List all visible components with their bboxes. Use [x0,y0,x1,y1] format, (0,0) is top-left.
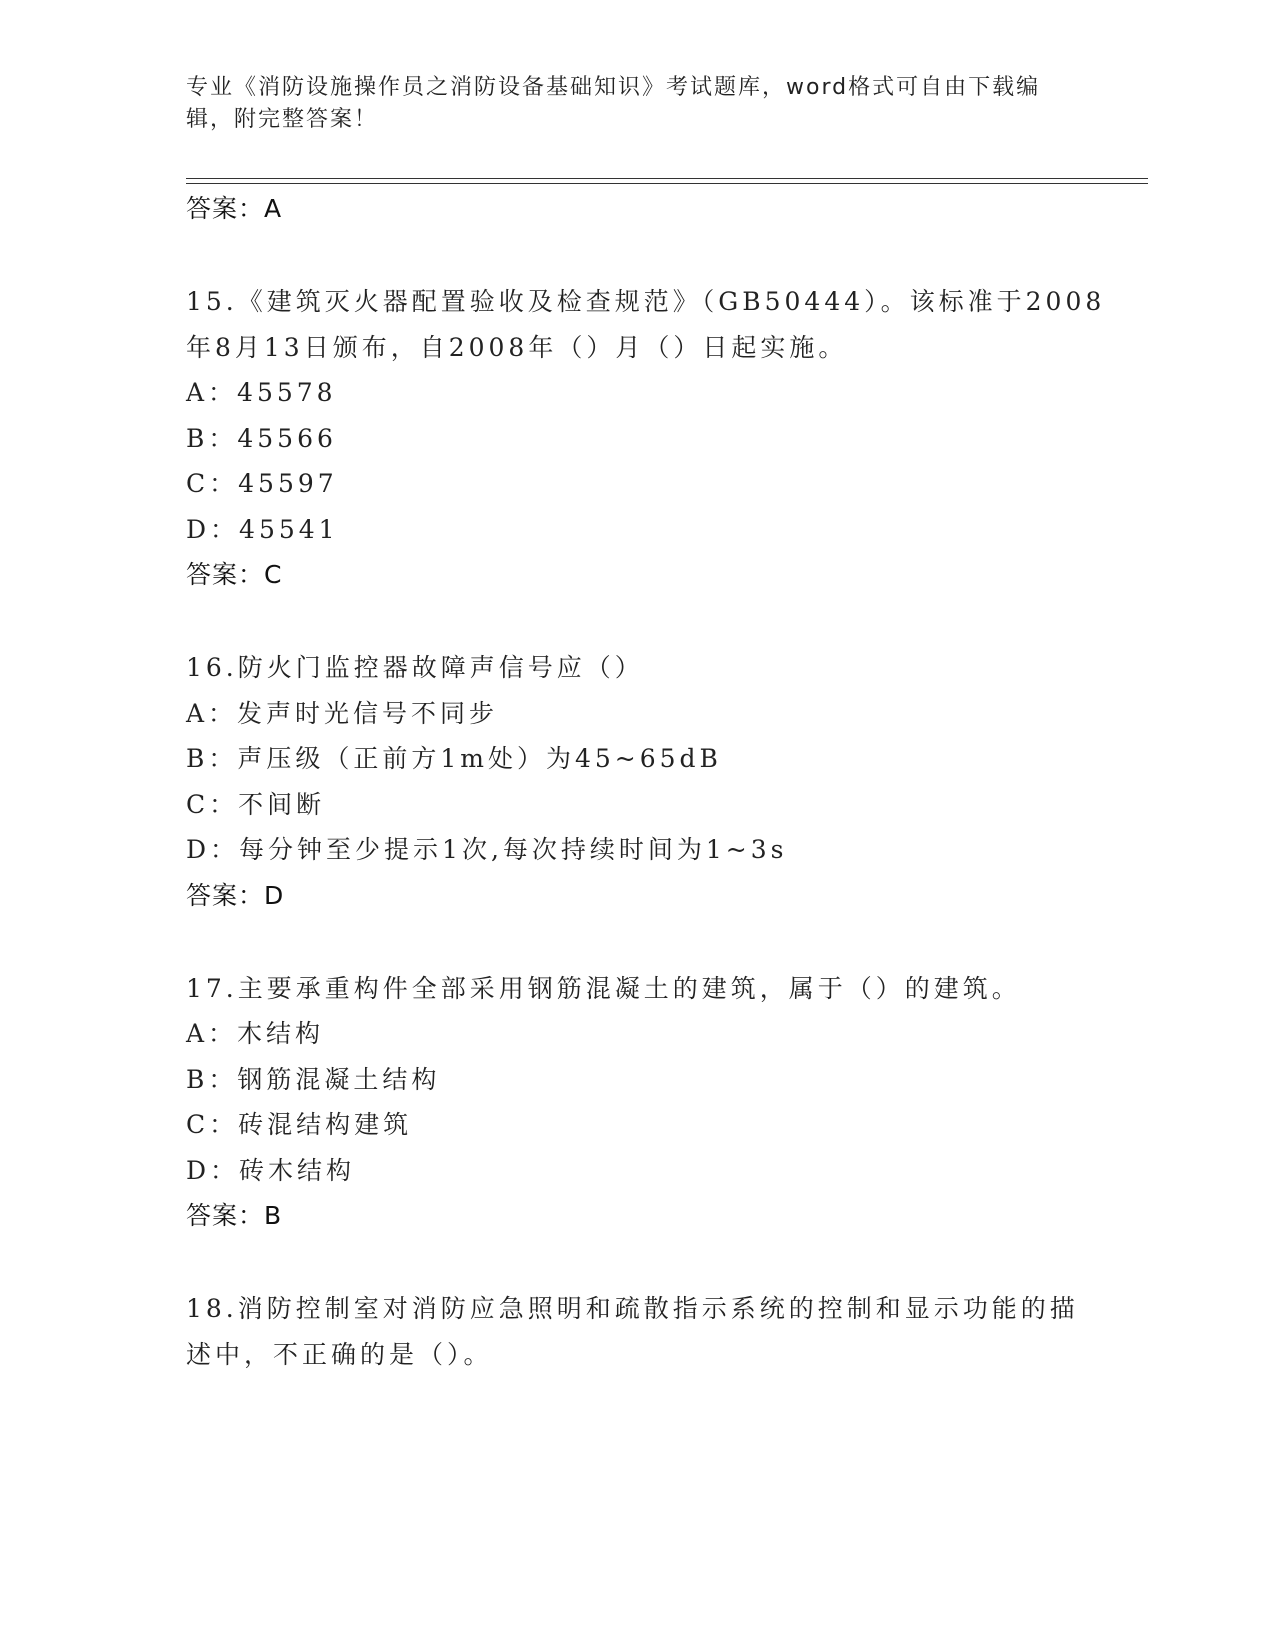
option-b: B：45566 [186,423,337,453]
question-stem: 年8月13日颁布，自2008年（）月（）日起实施。 [186,332,848,362]
option-a: A：发声时光信号不同步 [186,698,499,728]
question-list [186,186,1106,1377]
header-line-2: 辑，附完整答案！ [186,107,379,132]
header-divider [186,178,1148,179]
option-d: D：砖木结构 [186,1155,356,1185]
answer-line: 答案：C [186,560,283,589]
option-d: D：每分钟至少提示1次,每次持续时间为1~3s [186,835,788,864]
header-divider-secondary [186,183,1148,184]
question-stem: 17.主要承重构件全部采用钢筋混凝土的建筑，属于（）的建筑。 [186,973,1021,1003]
option-b: B：钢筋混凝土结构 [186,1064,441,1094]
spacer [186,598,1106,645]
option-d: D：45541 [186,514,339,544]
option-a: A：45578 [186,378,337,407]
spacer [186,1239,1106,1286]
question-item [186,966,1106,1240]
option-c: C：砖混结构建筑 [186,1110,413,1139]
spacer [186,232,1106,279]
question-stem: 18.消防控制室对消防应急照明和疏散指示系统的控制和显示功能的描 [186,1294,1079,1323]
question-item [186,279,1106,598]
option-c: C：45597 [186,469,338,498]
option-a: A：木结构 [186,1019,325,1048]
header-line-1: 专业《消防设施操作员之消防设备基础知识》考试题库，word格式可自由下载编 [186,75,1041,100]
question-item [186,1286,1106,1377]
question-stem: 述中，不正确的是（）。 [186,1339,493,1369]
answer-line: 答案：D [186,880,285,910]
option-c: C：不间断 [186,789,326,819]
answer-line: 答案：B [186,1201,283,1230]
answer-line: 答案：A [186,194,283,223]
document-header [186,72,1076,136]
question-item [186,645,1106,919]
question-stem: 16.防火门监控器故障声信号应（） [186,653,644,682]
spacer [186,919,1106,966]
question-stem: 15.《建筑灭火器配置验收及检查规范》（GB50444）。该标准于2008 [186,287,1106,316]
option-b: B：声压级（正前方1m处）为45~65dB [186,744,722,773]
